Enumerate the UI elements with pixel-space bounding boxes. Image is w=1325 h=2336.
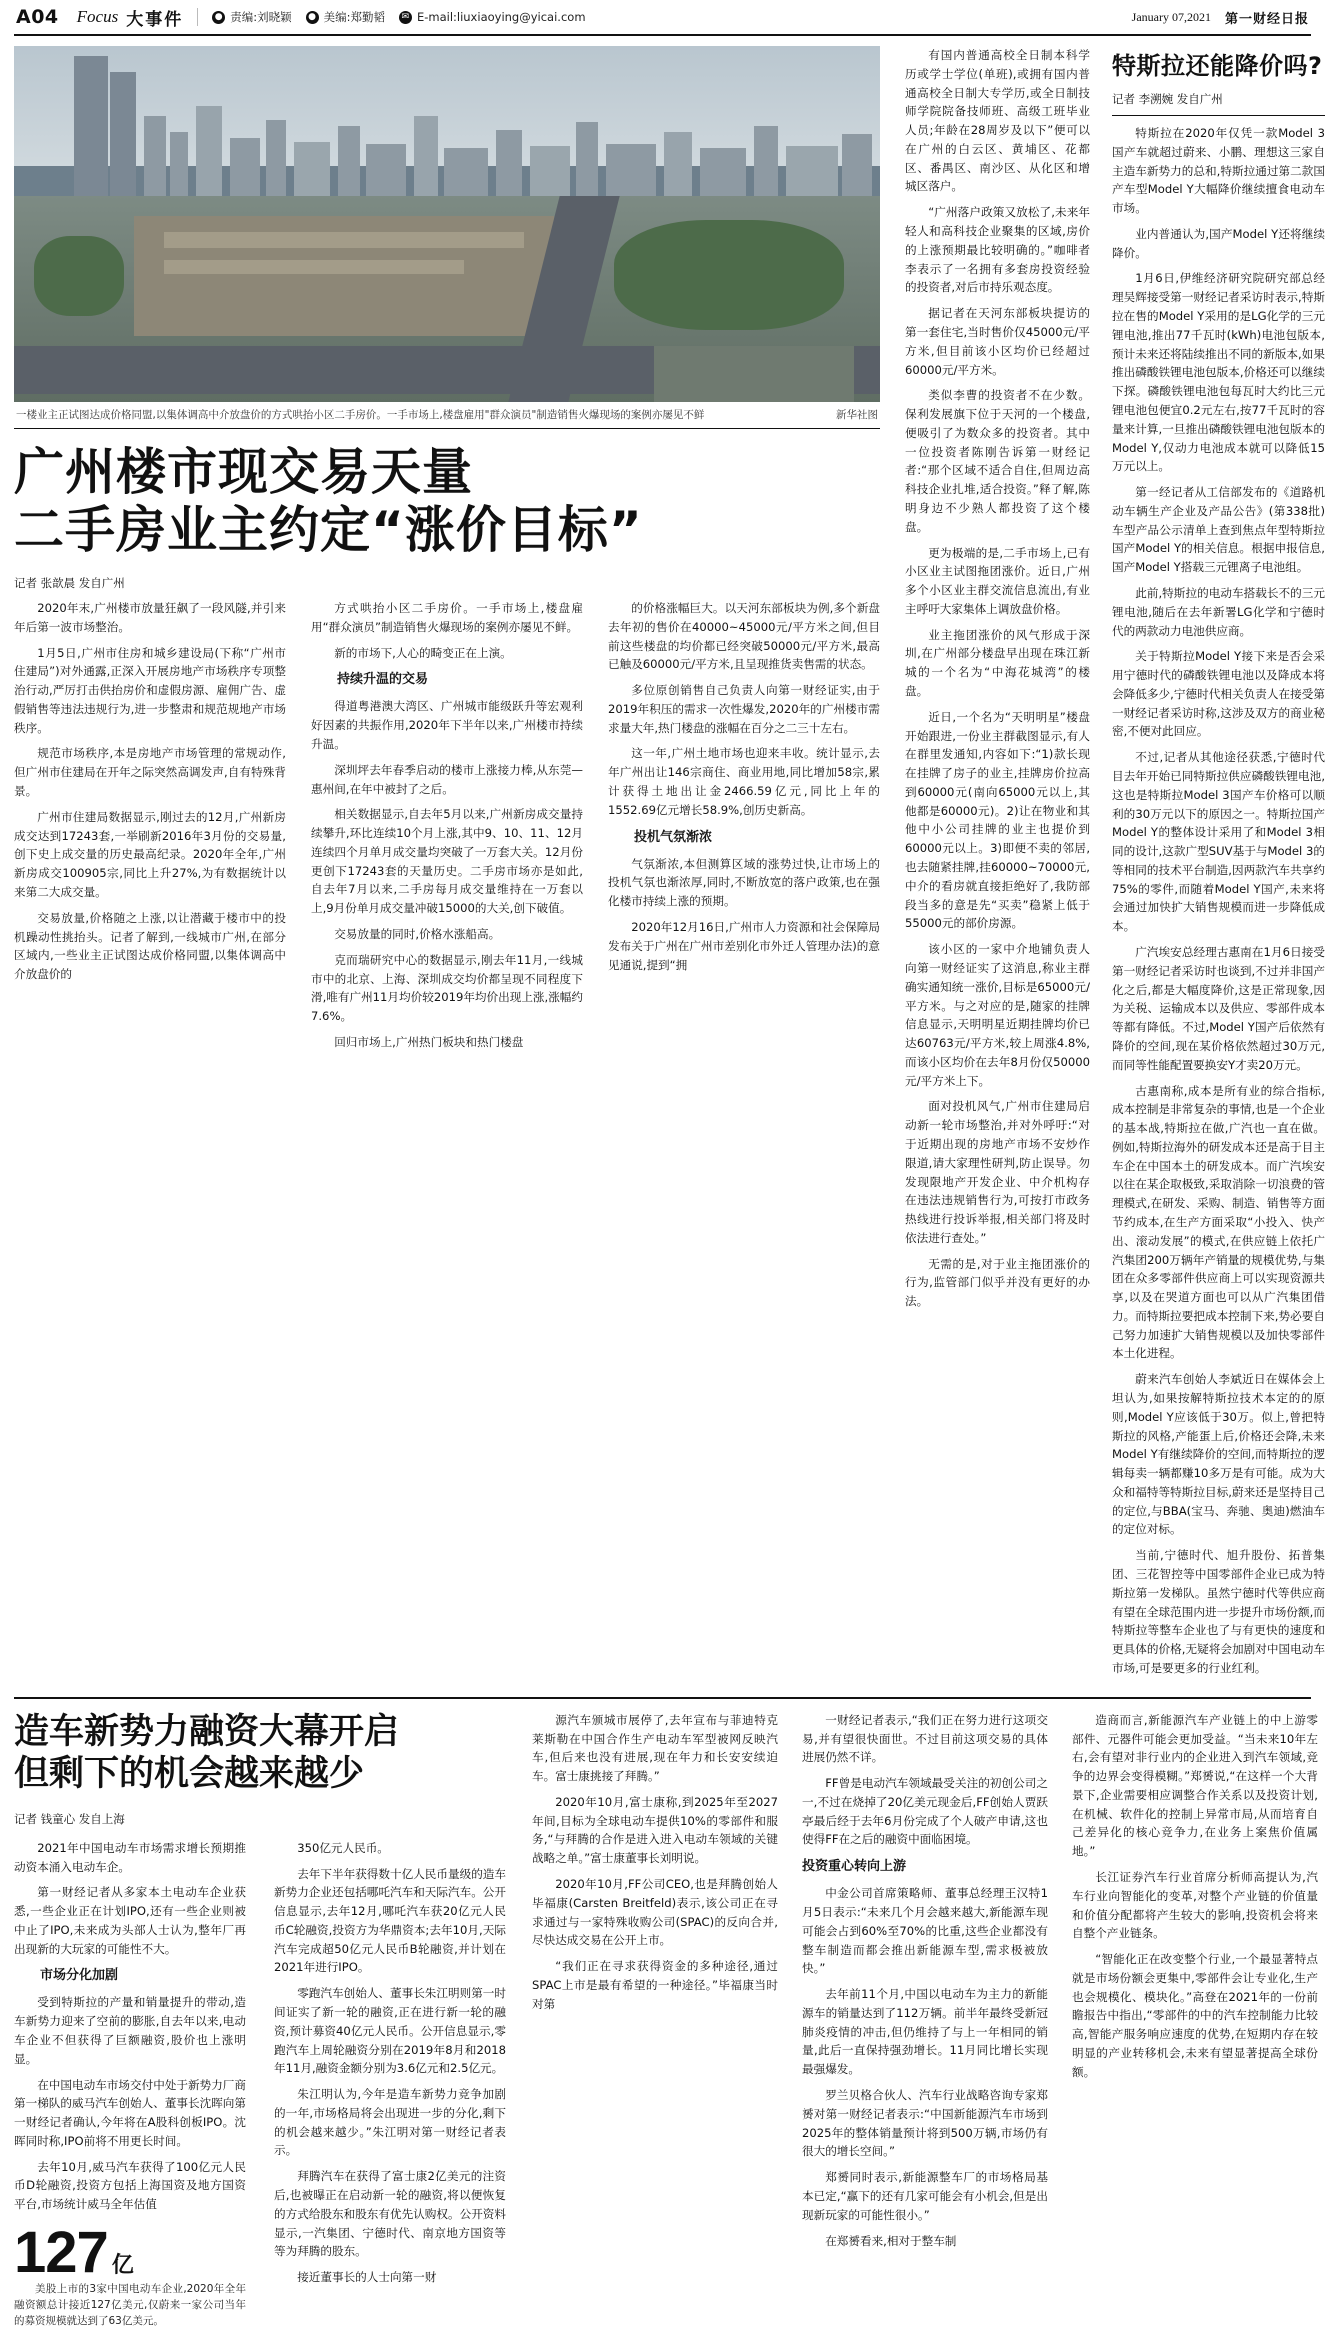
subheading: 市场分化加剧: [40, 1968, 119, 1984]
ev-right: [532, 1711, 1318, 2336]
paragraph: 2020年末,广州楼市放量狂飙了一段风隧,并引来年后第一波市场整治。: [14, 601, 286, 634]
headline-line-2: 二手房业主约定“涨价目标”: [14, 501, 643, 559]
ev-left-columns: [14, 1839, 506, 2336]
big-number-unit: 亿: [111, 2253, 134, 2279]
paragraph: 广州市住建局数据显示,刚过去的12月,广州新房成交达到17243套,一举刷新2016年3月份的交易量,创下史上成交量的历史最高纪录。2020年全年,广州新房成交100905宗,同比上升27%,为有数据统计以来第二大成交量。: [14, 809, 286, 899]
paragraph: 接近董事长的人士向第一财: [297, 2270, 437, 2285]
lead-column-4: [905, 46, 1090, 1685]
paragraph: 一财经记者表示,“我们正在努力进行这项交易,并有望很快面世。不过目前这项交易的具体进展仍然不详。: [802, 1712, 1048, 1765]
big-number-value: 127: [14, 2220, 108, 2286]
paragraph: FF曾是电动汽车领域最受关注的初创公司之一,不过在烧掉了20亿美元现金后,FF创始人贾跃亭最后经于去年6月份完成了个人破产申请,这也使得FF在之后的融资中面临困境。: [802, 1776, 1048, 1847]
person-icon: ●: [212, 11, 225, 24]
paragraph: 2020年10月,富士康称,到2025年至2027年间,目标为全球电动车提供10%的零部件和服务,“与拜腾的合作是进入进入电动车领域的关键战略之单。”富士康董事长刘明说。: [532, 1794, 778, 1866]
photo-skyline: [14, 86, 880, 196]
paragraph: 业主拖团涨价的风气形成于深圳,在广州部分楼盘早出现在珠江新城的一个名为“中海花城湾”的楼盘。: [905, 627, 1090, 698]
section-divider: [14, 1697, 1311, 1699]
ev-headline-line-2: 但剩下的机会越来越少: [14, 1753, 365, 1794]
palette-icon: ●: [306, 11, 319, 24]
big-number: [14, 2220, 246, 2286]
paragraph: 2020年10月,FF公司CEO,也是拜腾创始人毕福康(Carsten Breitfeld)表示,该公司正在寻求通过与一家特殊收购公司(SPAC)的反向合并,尽快达成交易在公开上市。: [532, 1876, 778, 1948]
paragraph: 第一财经记者从多家本土电动车企业获悉,一些企业正在计划IPO,还有一些企业则被中止了IPO,未来成为头部人士认为,整年厂再出现新的大玩家的可能性不大。: [14, 1885, 246, 1956]
paragraph: 广汽埃安总经理古惠南在1月6日接受第一财经记者采访时也谈到,不过并非国产化之后,都是大幅度降价,这是正常现象,因为关税、运输成本以及供应、零部件成本等都有降低。不过,Model Y国产后依然有降价的空间,现在某价格依然超过30万元,而同等性能配置要换安Y才卖20万元。: [1112, 945, 1325, 1072]
paragraph: 面对投机风气,广州市住建局启动新一轮市场整治,并对外呼吁:“对于近期出现的房地产市场不安炒作限道,请大家理性研判,防止误导。勿发现限地产开发企业、中介机构存在违法违规销售行为,可按打市政务热线进行投诉举报,相关部门将及时依法进行查处。”: [905, 1099, 1090, 1245]
masthead-right: [1132, 8, 1309, 27]
ev-column-3: [532, 1711, 778, 2336]
lead-column-2: [311, 599, 583, 1059]
tesla-headline: 特斯拉还能降价吗?: [1112, 52, 1323, 80]
paragraph: 古惠南称,成本是所有业的综合指标,成本控制是非常复杂的事情,也是一个企业的基本战,特斯拉在做,广汽也一直在做。例如,特斯拉海外的研发成本还是高于目主车企在中国本土的研发成本。而广汽埃安以往在某企取极致,采取消除一切浪费的管理模式,在研发、采购、制造、销售等方面节约成本,在生产方面采取“小投入、快产出、滚动发展”的模式,在供应链上依托广汽集团200万辆年产销量的规模优势,与集团在众多零部件供应商上可以实现资源共享,以及在哭道方面也可以从广汽集团借力。而特斯拉要把成本控制下来,势必要自己努力加速扩大销售规模以及加快零部件本土化进程。: [1112, 1083, 1325, 1361]
paragraph: 蔚来汽车创始人李斌近日在媒体会上坦认为,如果按解特斯拉技术本定的的原则,Model Y应该低于30万。似上,曾把特斯拉的风格,产能蛋上后,价格还会降,未来Model Y有继续降价的空间,而特斯拉的逻辑每卖一辆都赚10多万是有可能。成为大众和福特等特斯拉目标,蔚来还是坚持目己的定位,与BBA(宝马、奔驰、奥迪)燃油车的定位对标。: [1112, 1372, 1325, 1537]
paragraph: 去年10月,威马汽车获得了100亿元人民币D轮融资,投资方包括上海国资及地方国资平台,市场统计威马全年估值: [14, 2159, 246, 2212]
paragraph: 2020年12月16日,广州市人力资源和社会保障局发布关于广州在广州市差别化市外迁人管理办法)的意见通说,提到“拥: [608, 919, 880, 972]
paragraph: 相关数据显示,自去年5月以来,广州新房成交量持续攀升,环比连续10个月上涨,其中9、10、11、12月连续四个月单月成交量均突破了一万套大关。12月份更创下17243套的天量历史。二手房市场亦是如此,自去年7月以来,二手房每月成交量维持在一万套以上,9月份单月成交量冲破15000的大关,创下破值。: [311, 807, 583, 916]
paragraph: 克而瑞研究中心的数据显示,刚去年11月,一线城市中的北京、上海、深圳成交均价都呈现不同程度下滑,唯有广州11月均价较2019年均价出现上涨,涨幅约7.6%。: [311, 952, 583, 1024]
paragraph: 这一年,广州土地市场也迎来丰收。统计显示,去年广州出让146宗商住、商业用地,同比增加58宗,累计获得土地出让金2466.59亿元,同比上年的1552.69亿元增长58.9%,创历史新高。: [608, 746, 880, 817]
paper-name: 第一财经日报: [1224, 11, 1309, 27]
paragraph: 类似李曹的投资者不在少数。保利发展旗下位于天河的一个楼盘,便吸引了为数众多的投资者。其中一位投资者陈刚告诉第一财经记者:“那个区域不适合自住,但周边高科技企业扎堆,适合投资。”释了解,陈明身边不少熟人都投资了这个楼盘。: [905, 388, 1090, 534]
paragraph: 郑赟同时表示,新能源整车厂的市场格局基本已定,“赢下的还有几家可能会有小机会,但是出现新玩家的可能性很小。”: [802, 2170, 1048, 2222]
ev-column-4: [802, 1711, 1048, 2336]
paragraph: 关于特斯拉Model Y接下来是否会采用宁德时代的磷酸铁锂电池以及降成本将会降低多少,宁德时代相关负责人在接受第一财经记者采访时称,这涉及双方的商业秘密,不便对此回应。: [1112, 649, 1325, 739]
paragraph: 近日,一个名为“天明明星”楼盘开始跟进,一份业主群截图显示,有人在群里发通知,内容如下:“1)款长现在挂牌了房子的业主,挂牌房价拉高到60000元(南向65000元以上,其他都是60000元)。2)让在物业和其他中小公司挂牌的业主也提价到60000元以上。3)即便不卖的邻居,也去随紧挂牌,挂60000~70000元,中介的看房就直接拒绝好了,我防部段当多的意是先“买卖”稳紧上低于55000元的部价房源。: [905, 709, 1090, 931]
masthead: [14, 0, 1311, 36]
paragraph: 去年下半年获得数十亿人民币量级的造车新势力企业还包括哪吒汽车和天际汽车。公开信息显示,去年12月,哪吒汽车获20亿元人民币C轮融资,投资方为华鼎资本;去年10月,天际汽车完成超50亿元人民币B轮融资,并计划在2021年进行IPO。: [274, 1866, 506, 1975]
ev-column-2: [274, 1839, 506, 2336]
paragraph: 拜腾汽车在获得了富士康2亿美元的注资后,也被曝正在启动新一轮的融资,将以便恢复的方式给股东和股东有优先认购权。公开资料显示,一汽集团、宁德时代、南京地方国资等等为拜腾的股东。: [274, 2169, 506, 2259]
paragraph: 新的市场下,人心的畸变正在上演。: [334, 645, 512, 660]
paragraph: 在中国电动车市场交付中处于新势力厂商第一梯队的威马汽车创始人、董事长沈晖向第一财经记者确认,今年将在A股科创板IPO。沈晖同时称,IPO前将不用更长时间。: [14, 2077, 246, 2148]
paragraph: 零跑汽车创始人、董事长朱江明则第一时间证实了新一轮的融资,正在进行新一轮的融资,预计募资40亿元人民币。公开信息显示,零跑汽车上周轮融资分别在2019年8月和2018年11月,融资金额分别为3.6亿元和2.5亿元。: [274, 1986, 506, 2076]
ev-column-5: [1072, 1711, 1318, 2336]
paragraph: 长江证券汽车行业首席分析师高提认为,汽车行业向智能化的变革,对整个产业链的价值量和价值分配都将产生较大的影响,投资机会将来自整个产业链条。: [1072, 1869, 1318, 1941]
lead-body: [14, 599, 880, 1059]
editor-credit: [212, 9, 291, 25]
lead-photo: [14, 46, 880, 402]
paragraph: 当前,宁德时代、旭升股份、拓普集团、三花智控等中国零部件企业已成为特斯拉第一发梯队。虽然宁德时代等供应商有望在全球范围内进一步提升市场份额,而特斯拉等整车企业也了与有更快的速度和更具体的价格,无疑将会加剧对中国电动车市场,可是要更多的行业红利。: [1112, 1548, 1325, 1675]
paragraph: 1月6日,伊维经济研究院研究部总经理吴辉接受第一财经记者采访时表示,特斯拉在售的Model Y采用的是LG化学的三元锂电池,推出77千瓦时(kWh)电池包版本,预计未来还将陆续推出不同的新版本,如果推出磷酸铁锂电池包版本,价格还可以继续下探。磷酸铁锂电池包每瓦时大约比三元锂电池包便宜0.2元左右,按77千瓦时的容量来计算,一旦推出磷酸铁锂电池包版本的Model Y,仅动力电池成本就可以降低15万元以上。: [1112, 271, 1325, 474]
publication-date: January 07,2021: [1131, 9, 1211, 24]
tesla-byline: 记者 李溯婉 发自广州: [1112, 92, 1223, 106]
section-name-cn: 大事件: [126, 9, 184, 30]
page-folio: A04: [16, 6, 59, 28]
paragraph: 在郑赟看来,相对于整车制: [825, 2233, 957, 2248]
paragraph: 2021年中国电动车市场需求增长预期推动资本涌入电动车企。: [14, 1840, 246, 1874]
paragraph: 回归市场上,广州热门板块和热门楼盘: [334, 1034, 524, 1049]
email-credit: [399, 10, 586, 24]
lead-story: [14, 46, 880, 1685]
paragraph: 的价格涨幅巨大。以天河东部板块为例,多个新盘去年初的售价在40000~45000元/平方米之间,但目前这些楼盘的均价都已经突破50000元/平方米,最高已触及60000元/平方米,且呈现推货卖售需的状态。: [608, 601, 880, 672]
paragraph: 该小区的一家中介地铺负责人向第一财经证实了这消息,称业主群确实通知统一涨价,目标是65000元/平方米。与之对应的是,随家的挂牌信息显示,天明明星近期挂牌均价已达60763元/平方米,较上周涨4.8%,而该小区均价在去年8月份仅50000元/平方米上下。: [905, 942, 1090, 1088]
editor-credit-label: 责编:刘晓颖: [230, 10, 292, 24]
paragraph: 不过,记者从其他途径获悉,宁德时代目去年开始已同特斯拉供应磷酸铁锂电池,这也是特斯拉Model 3国产车价格可以顺利的30万元以下的原因之一。特斯拉国产Model Y的整体设计采用了和Model 3相同的设计,这款广型SUV基于与Model 3的等相同的技术平台制造,因两款汽车共享约75%的零件,而随着Model Y国产,未来将会通过加快扩大销售规模而进一步降低成本。: [1112, 750, 1325, 934]
paragraph: 深圳坪去年春季启动的楼市上涨接力棒,从东莞—惠州间,在年中被封了之后。: [311, 762, 583, 796]
paragraph: 有国内普通高校全日制本科学历或学士学位(单班),或拥有国内普通高校全日制大专学历,或全日制技师学院院备技师班、高级工班毕业人员;年龄在28周岁及以下”便可以在广州的白云区、黄埔区、花都区、番禺区、南沙区、从化区和增城区落户。: [905, 48, 1090, 194]
lead-column-3: [608, 599, 880, 1059]
paragraph: 罗兰贝格合伙人、汽车行业战略咨询专家郑赟对第一财经记者表示:“中国新能源汽车市场到2025年的整体销量预计将到500万辆,市场仍有很大的增长空间。”: [802, 2088, 1048, 2159]
paragraph: 1月5日,广州市住房和城乡建设局(下称“广州市住建局”)对外通露,正深入开展房地产市场秩序专项整治行动,严厉打击供抬房价和虚假房源、雇佣广告、虚假销售等违法违规行为,进一步整肃和规范规地产市场秩序。: [14, 645, 286, 735]
photo-caption: 一楼业主正试图达成价格同盟,以集体调高中介放盘价的方式哄抬小区二手房价。一手市场上,楼盘雇用"群众演员"制造销售火爆现场的案例亦屡见不鲜: [16, 409, 705, 421]
paragraph: 此前,特斯拉的电动车搭载长不的三元锂电池,随后在去年新署LG化学和宁德时代的两款动力电池供应商。: [1112, 585, 1325, 638]
subheading: 持续升温的交易: [337, 672, 429, 688]
paragraph: 多位原创销售自己负责人向第一财经证实,由于2019年积压的需求一次性爆发,2020年的广州楼市需求量大年,热门楼盘的涨幅在百分之二三十左右。: [608, 683, 880, 735]
paragraph: 去年前11个月,中国以电动车为主力的新能源车的销量达到了112万辆。前半年最终受新冠肺炎疫情的冲击,但仍维持了与上一年相同的销量,此后一直保持强劲增长。11月同比增长实现最强爆发。: [802, 1987, 1048, 2077]
mail-icon: ✉: [399, 11, 412, 24]
paragraph: 交易放量,价格随之上涨,以让潜藏于楼市中的投机躁动性挑抬头。记者了解到,一线城市广州,在部分区域内,一些业主正试图达成价格同盟,以集体调高中介放盘价的: [14, 910, 286, 982]
paragraph: 造商而言,新能源汽车产业链上的中上游零部件、元器件可能会更加受益。“当未来10年左右,会有望对非行业内的企业进入到汽车领域,竞争的边界会变得模糊。”郑赟说,“在这样一个大背景下,企业需要相应调整合作关系以及投资计划,在机械、软件化的控制上异常市局,从而培育自己差异化的核心竞争力,在业务上案焦价值属地。”: [1072, 1712, 1318, 1859]
headline-line-1: 广州楼市现交易天量: [14, 443, 473, 501]
paragraph: 源汽车颁城市展停了,去年宣布与菲迪特克莱斯勒在中国合作生产电动车军型被网反映汽车,但后来也没有进展,现在年力和长安安续迫车。富士康挑接了拜腾。”: [532, 1712, 778, 1784]
paragraph: 中金公司首席策略师、董事总经理王汉特1月5日表示:“未来几个月会越来越大,新能源车现可能会占到60%至70%的比重,这些企业都没有整车制造而都会推出新能源车型,需求极被放快。”: [802, 1886, 1048, 1976]
paragraph: 更为极端的是,二手市场上,已有小区业主试图拖团涨价。近日,广州多个小区业主群交流信息流出,有业主呼吁大家集体上调放盘价格。: [905, 545, 1090, 616]
paragraph: 交易放量的同时,价格水涨船高。: [334, 926, 501, 941]
subheading: 投机气氛渐浓: [634, 829, 713, 845]
paragraph: 无需的是,对于业主拖团涨价的行为,监管部门似乎并没有更好的办法。: [905, 1256, 1090, 1309]
photo-credit: 新华社图: [836, 409, 878, 421]
paragraph: 朱江明认为,今年是造车新势力竞争加剧的一年,市场格局将会出现进一步的分化,剩下的机会越来越少。”朱江明对第一财经记者表示。: [274, 2087, 506, 2158]
paragraph: 得道粤港澳大湾区、广州城市能级跃升等宏观利好因素的共振作用,2020年下半年以来,广州楼市持续升温。: [311, 699, 583, 751]
paragraph: “智能化正在改变整个行业,一个最显著特点就是市场份额会更集中,零部件会让专业化,生产也会规模化、模块化。”高登在2021年的一份前瞻报告中指出,“零部件的中的汽车控制能力比较高,智能产服务响应速度的优势,在短期内存在较明显的产业转移机会,未来有望显著提高全球份额。: [1072, 1952, 1318, 2079]
photo-ground: [14, 196, 880, 402]
ev-left: [14, 1711, 506, 2336]
designer-credit: [306, 9, 385, 25]
paragraph: 规范市场秩序,本是房地产市场管理的常规动作,但广州市住建局在开年之际突然高调发声,自有特殊背景。: [14, 746, 286, 799]
paragraph: 第一经记者从工信部发布的《道路机动车辆生产企业及产品公告》(第338批)车型产品公示清单上查到焦点年型特斯拉国产Model Y的相关信息。根据申报信息,国产Model Y搭载三元锂离子电池组。: [1112, 485, 1325, 575]
paragraph: “我们正在寻求获得资金的多种途径,通过SPAC上市是最有希望的一种途径。”毕福康当时对第: [532, 1959, 778, 2011]
paragraph: 350亿元人民币。: [297, 1840, 389, 1855]
tesla-rule: [1112, 115, 1325, 116]
top-right-region: [905, 46, 1325, 1685]
ev-byline: 记者 钱童心 发自上海: [14, 1811, 125, 1826]
lead-column-1: [14, 599, 286, 1059]
paragraph: 方式哄抬小区二手房价。一手市场上,楼盘雇用“群众演员”制造销售火爆现场的案例亦屡见不鲜。: [311, 601, 583, 634]
subheading: 投资重心转向上游: [802, 1859, 907, 1875]
ev-headline: [14, 1711, 506, 1795]
paragraph: “广州落户政策又放松了,未来年轻人和高科技企业聚集的区域,房价的上涨预期最比较明确的。”咖啡者李表示了一名拥有多套房投资经验的投资者,对后市持乐观态度。: [905, 205, 1090, 295]
paragraph: 气氛渐浓,本但测算区域的涨势过快,让市场上的投机气氛也渐浓厚,同时,不断放宽的落户政策,也在强化楼市持续上涨的预期。: [608, 856, 880, 909]
lead-byline: 记者 张歆晨 发自广州: [14, 576, 125, 590]
paragraph: 据记者在天河东部板块提访的第一套住宅,当时售价仅45000元/平方米,但目前该小区均价已经超过60000元/平方米。: [905, 306, 1090, 377]
tesla-story: [1112, 46, 1325, 1685]
section-name-en: Focus: [76, 7, 119, 26]
big-number-note: 美股上市的3家中国电动车企业,2020年全年融资额总计接近127亿美元,仅蔚来一家公司当年的募资规模就达到了63亿美元。: [14, 2283, 246, 2327]
paragraph: 受到特斯拉的产量和销量提升的带动,造车新势力迎来了空前的膨胀,自去年以来,电动车企业不但获得了巨额融资,股价也上涨明显。: [14, 1995, 246, 2066]
ev-column-1: [14, 1839, 246, 2336]
paragraph: 业内普通认为,国产Model Y还将继续降价。: [1112, 226, 1325, 260]
photo-caption-row: [14, 402, 880, 429]
paragraph: 特斯拉在2020年仅凭一款Model 3国产车就超过蔚来、小鹏、理想这三家自主造车新势力的总和,特斯拉通过第二款国产车型Model Y大幅降价继续擅食电动车市场。: [1112, 126, 1325, 216]
lead-headline: [14, 443, 880, 591]
ev-story: [14, 1711, 1318, 2336]
email-credit-label: E-mail:liuxiaoying@yicai.com: [416, 10, 586, 24]
ev-headline-line-1: 造车新势力融资大幕开启: [14, 1711, 400, 1752]
masthead-divider: [197, 8, 198, 26]
designer-credit-label: 美编:郑勤韬: [323, 10, 385, 24]
top-region: [14, 46, 1325, 1685]
